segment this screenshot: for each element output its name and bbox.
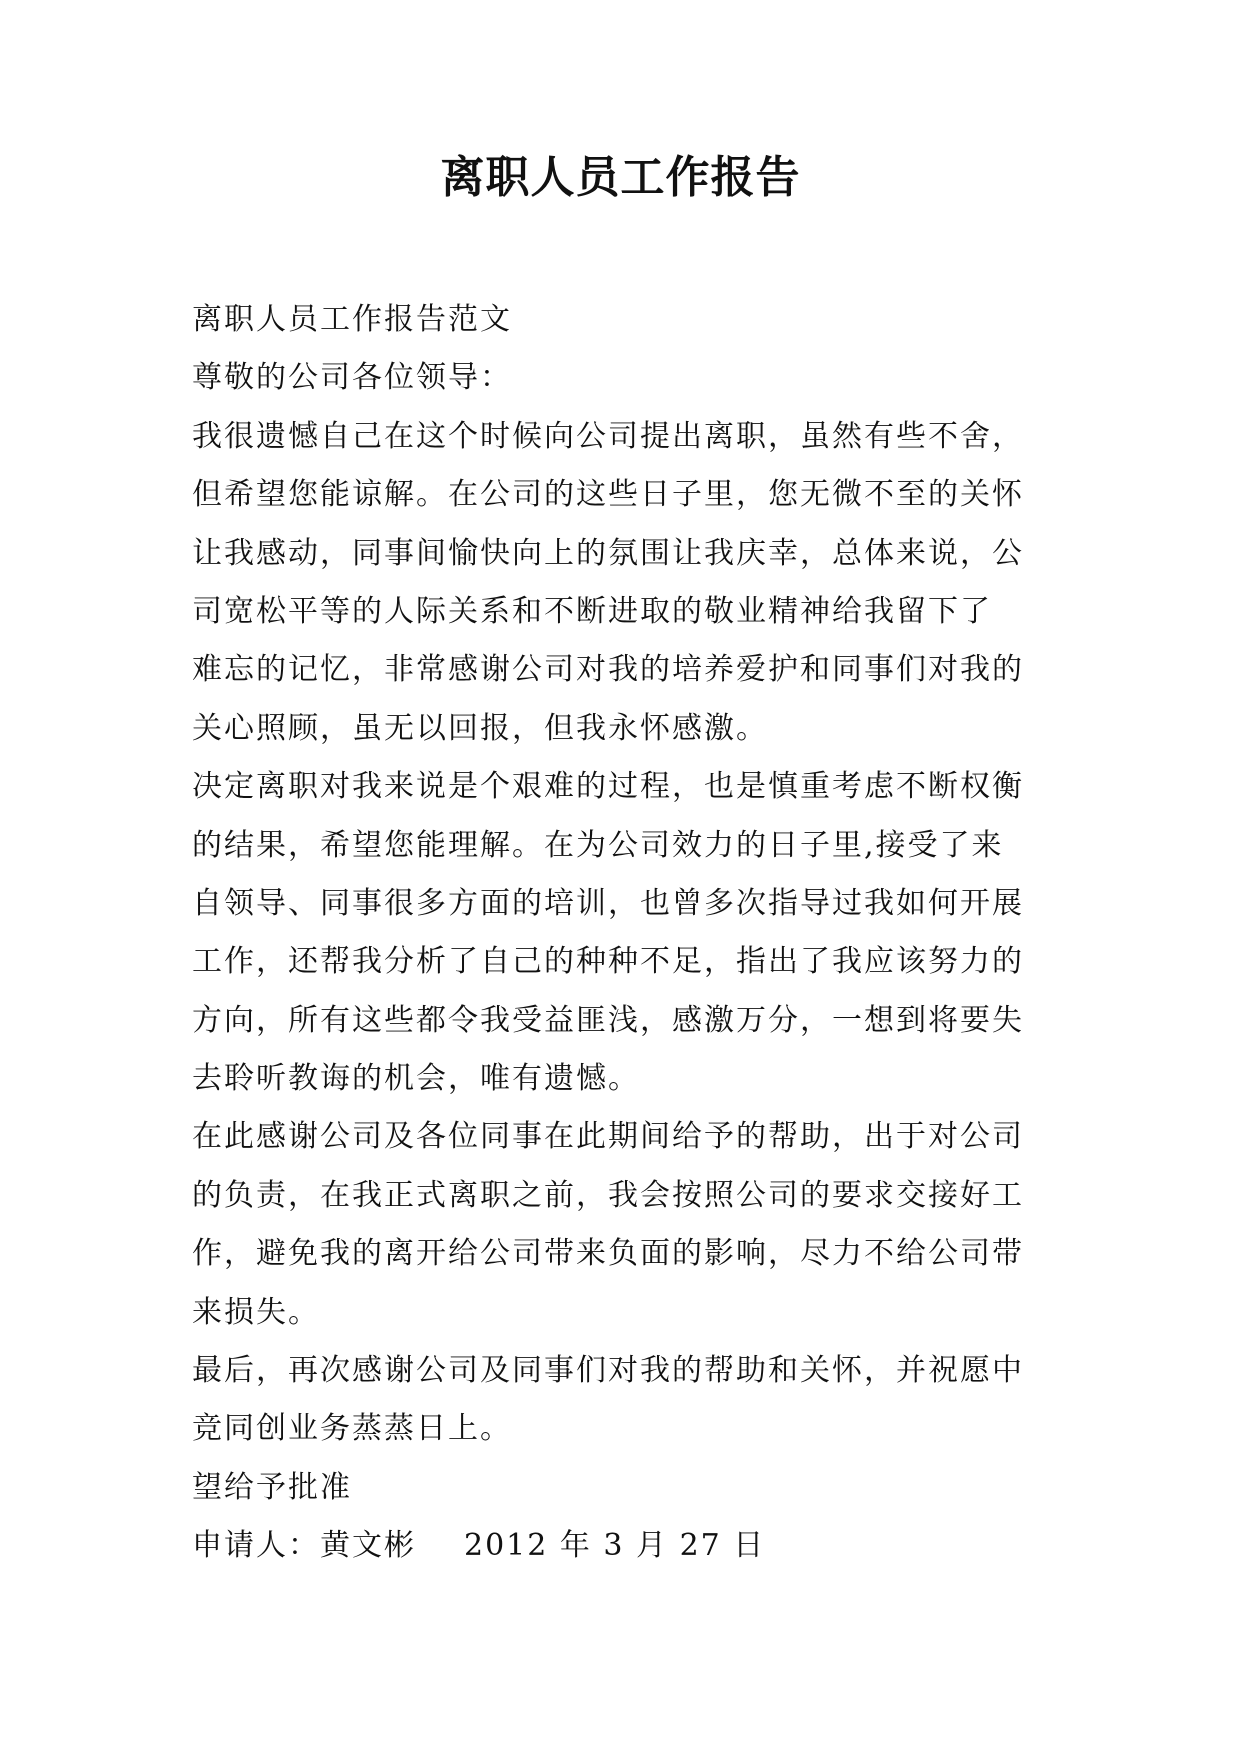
document-body (192, 291, 1062, 1576)
document-title: 离职人员工作报告 (440, 152, 801, 203)
body-line: 竞同创业务蒸蒸日上。 (192, 1411, 512, 1447)
body-line: 关心照顾，虽无以回报，但我永怀感激。 (192, 710, 768, 746)
body-line: 的结果，希望您能理解。在为公司效力的日子里,接受了来 (192, 827, 1004, 863)
body-line: 的负责，在我正式离职之前，我会按照公司的要求交接好工 (192, 1177, 1024, 1213)
body-line: 离职人员工作报告范文 (192, 302, 512, 337)
body-line: 但希望您能谅解。在公司的这些日子里，您无微不至的关怀 (192, 477, 1024, 513)
body-line: 让我感动，同事间愉快向上的氛围让我庆幸，总体来说，公 (192, 535, 1024, 571)
body-line: 尊敬的公司各位领导： (192, 360, 512, 396)
body-line: 来损失。 (192, 1294, 320, 1330)
body-line: 在此感谢公司及各位同事在此期间给予的帮助，出于对公司 (192, 1119, 1024, 1155)
body-line: 我很遗憾自己在这个时候向公司提出离职，虽然有些不舍， (192, 418, 1024, 454)
body-line: 方向，所有这些都令我受益匪浅，感激万分，一想到将要失 (192, 1002, 1024, 1038)
body-line: 司宽松平等的人际关系和不断进取的敬业精神给我留下了 (192, 593, 992, 629)
body-line: 去聆听教诲的机会，唯有遗憾。 (192, 1061, 640, 1097)
body-line: 望给予批准 (192, 1469, 352, 1505)
body-line: 难忘的记忆，非常感谢公司对我的培养爱护和同事们对我的 (192, 652, 1024, 688)
body-line: 作，避免我的离开给公司带来负面的影响，尽力不给公司带 (192, 1236, 1024, 1272)
body-line: 最后，再次感谢公司及同事们对我的帮助和关怀，并祝愿中 (192, 1353, 1024, 1389)
signature-line (192, 1517, 1062, 1575)
body-line: 决定离职对我来说是个艰难的过程，也是慎重考虑不断权衡 (192, 769, 1024, 805)
body-line: 工作，还帮我分析了自己的种种不足，指出了我应该努力的 (192, 944, 1024, 980)
body-line: 自领导、同事很多方面的培训，也曾多次指导过我如何开展 (192, 885, 1024, 921)
applicant-name: 申请人：黄文彬 (192, 1528, 416, 1564)
signature-date: 2012 年 3 月 27 日 (464, 1528, 766, 1564)
